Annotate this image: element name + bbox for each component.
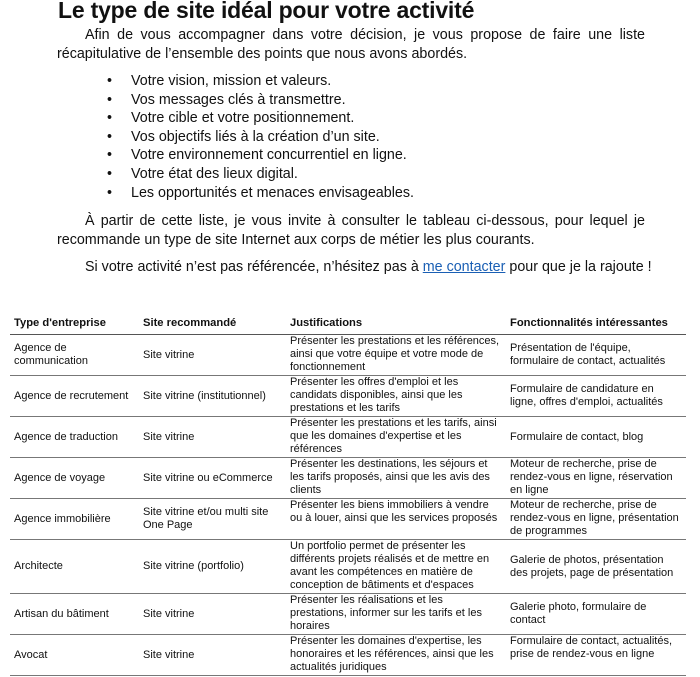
bullet-icon: • [107, 184, 113, 201]
table-cell: Présenter les prestations et les références, ainsi que votre équipe et votre mode de fonctionnement [286, 335, 506, 376]
table-cell: Site vitrine (institutionnel) [139, 376, 286, 417]
table-cell: Agence de traduction [10, 417, 139, 458]
table-cell: Présenter les offres d'emploi et les candidats disponibles, ainsi que les prestations et les tarifs [286, 376, 506, 417]
list-item: • Votre état des lieux digital. [107, 165, 298, 182]
bullet-icon: • [107, 73, 113, 89]
table-cell: Site vitrine (portfolio) [139, 540, 286, 594]
table-cell: Site vitrine [139, 417, 286, 458]
table-cell: Artisan du bâtiment [10, 594, 139, 635]
list-item: • Vos objectifs liés à la création d’un site. [107, 128, 380, 145]
table-cell: Agence de recrutement [10, 376, 139, 417]
table-row [10, 417, 686, 458]
table-cell: Agence de communication [10, 335, 139, 376]
table-cell: Avocat [10, 635, 139, 676]
table-row [10, 499, 686, 540]
column-header: Site recommandé [139, 316, 286, 335]
column-header: Justifications [286, 316, 506, 335]
table-cell: Site vitrine ou eCommerce [139, 458, 286, 499]
bullet-icon: • [107, 147, 113, 164]
column-header: Type d'entreprise [10, 316, 139, 335]
table-cell: Galerie de photos, présentation des projets, page de présentation [506, 540, 686, 594]
table-row [10, 594, 686, 635]
table-cell: Présenter les destinations, les séjours et les tarifs proposés, ainsi que les avis des clients [286, 458, 506, 499]
intro-paragraph: Afin de vous accompagner dans votre décision, je vous propose de faire une liste récapitulative de l’ensemble des points que nous avons abordés. [57, 27, 645, 62]
table-cell: Présenter les réalisations et les prestations, informer sur les tarifs et les horaires [286, 594, 506, 635]
table-cell: Galerie photo, formulaire de contact [506, 594, 686, 635]
table-cell: Moteur de recherche, prise de rendez-vous en ligne, présentation de programmes [506, 499, 686, 540]
table-cell: Architecte [10, 540, 139, 594]
recap-list [105, 72, 414, 202]
table-row [10, 540, 686, 594]
bullet-icon: • [107, 91, 113, 108]
list-item: • Votre cible et votre positionnement. [107, 110, 355, 127]
table-cell: Présenter les biens immobiliers à vendre ou à louer, ainsi que les services proposés [286, 499, 506, 540]
table-cell: Site vitrine [139, 635, 286, 676]
table-cell: Formulaire de contact, blog [506, 417, 686, 458]
column-header: Fonctionnalités intéressantes [506, 316, 686, 335]
page-title: Le type de site idéal pour votre activité [58, 0, 475, 23]
list-item: • Les opportunités et menaces envisageables. [107, 184, 414, 201]
table-cell: Un portfolio permet de présenter les différents projets réalisés et de mettre en avant les compétences en matière de conception de bâtiments et d'espaces [286, 540, 506, 594]
table-cell: Agence de voyage [10, 458, 139, 499]
table-cell: Agence immobilière [10, 499, 139, 540]
table-row [10, 335, 686, 376]
table-header-row [10, 316, 686, 335]
table-cell: Présentation de l'équipe, formulaire de contact, actualités [506, 335, 686, 376]
bullet-icon: • [107, 110, 113, 127]
contact-link[interactable]: me contacter [422, 259, 506, 275]
bullet-icon: • [107, 165, 113, 182]
site-recommendation-table [10, 316, 686, 676]
table-cell: Site vitrine [139, 335, 286, 376]
table-cell: Formulaire de candidature en ligne, offres d'emploi, actualités [506, 376, 686, 417]
table-row [10, 376, 686, 417]
list-item: • Votre environnement concurrentiel en ligne. [107, 147, 407, 164]
table-cell: Présenter les prestations et les tarifs, ainsi que les domaines d'expertise et les références [286, 417, 506, 458]
table-cell: Site vitrine et/ou multi site One Page [139, 499, 286, 540]
contact-line: Si votre activité n’est pas référencée, n’hésitez pas à me contacter pour que je la rajoute ! [85, 259, 652, 275]
table-row [10, 635, 686, 676]
table-cell: Formulaire de contact, actualités, prise de rendez-vous en ligne [506, 635, 686, 676]
list-item: • Votre vision, mission et valeurs. [107, 73, 332, 89]
table-cell: Présenter les domaines d'expertise, les honoraires et les références, ainsi que les actualités juridiques [286, 635, 506, 676]
list-item: • Vos messages clés à transmettre. [107, 91, 346, 108]
table-intro-paragraph: À partir de cette liste, je vous invite à consulter le tableau ci-dessous, pour lequel je recommande un type de site Internet aux corps de métier les plus courants. [57, 213, 645, 248]
table-cell: Moteur de recherche, prise de rendez-vous en ligne, réservation en ligne [506, 458, 686, 499]
bullet-icon: • [107, 128, 113, 145]
table-row [10, 458, 686, 499]
table-cell: Site vitrine [139, 594, 286, 635]
